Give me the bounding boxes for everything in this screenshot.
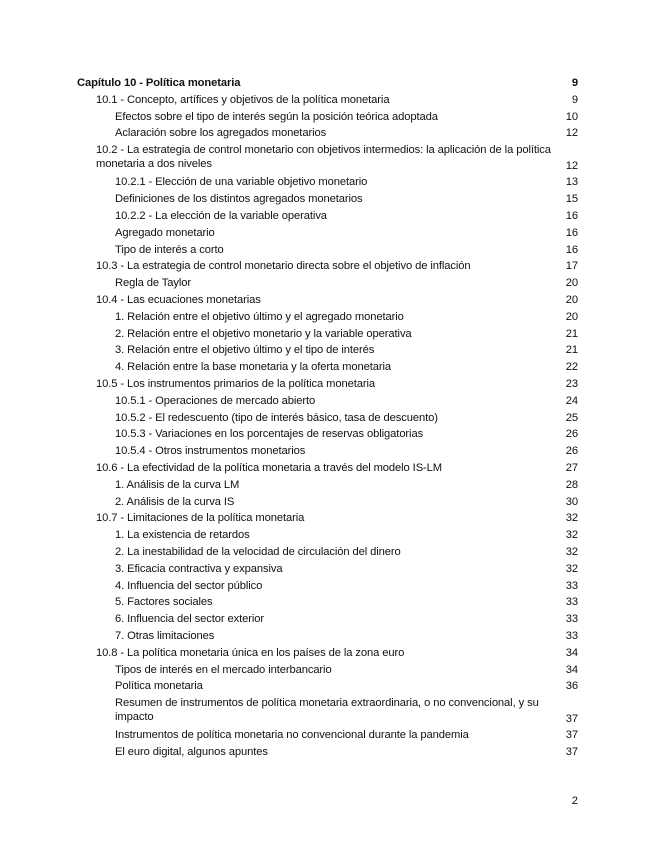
toc-entry-title: Tipo de interés a corto (115, 243, 224, 256)
toc-entry-title: 10.5 - Los instrumentos primarios de la política monetaria (96, 378, 375, 390)
toc-entry-page: 28 (565, 478, 578, 491)
toc-entry-page: 20 (565, 294, 578, 306)
toc-entry-page: 33 (565, 596, 578, 609)
toc-entry-title: 3. Eficacia contractiva y expansiva (115, 562, 283, 575)
toc-entry-title: Resumen de instrumentos de política monetaria extraordinaria, o no convencional, y su impacto (115, 697, 539, 724)
toc-entry-page: 21 (565, 327, 578, 340)
toc-entry-title: 5. Factores sociales (115, 596, 213, 609)
toc-entry-page: 37 (565, 712, 578, 725)
toc-entry-page: 33 (565, 613, 578, 626)
toc-entry-page: 34 (565, 663, 578, 676)
toc-entry-title: 2. La inestabilidad de la velocidad de circulación del dinero (115, 546, 401, 558)
toc-entry-page: 34 (565, 646, 578, 659)
toc-entry-page: 9 (571, 93, 578, 106)
toc-entry-title: Política monetaria (115, 680, 203, 693)
toc-entry-page: 13 (565, 176, 578, 189)
toc-entry-title: Aclaración sobre los agregados monetarios (115, 127, 327, 140)
toc-entry-title: Tipos de interés en el mercado interbancario (115, 663, 332, 676)
toc-entry-page: 12 (565, 127, 578, 140)
toc-entry-title: 6. Influencia del sector exterior (115, 613, 265, 626)
toc-entry-page: 10 (565, 110, 578, 123)
toc-entry-title: 10.7 - Limitaciones de la política monetaria (96, 512, 305, 525)
toc-entry-title: 1. Relación entre el objetivo último y el agregado monetario (115, 310, 404, 323)
toc-entry-page: 32 (565, 562, 578, 575)
toc-entry-page: 20 (565, 277, 578, 290)
toc-entry-title: 10.1 - Concepto, artífices y objetivos de la política monetaria (96, 93, 390, 106)
toc-entry-title: 10.3 - La estrategia de control monetario directa sobre el objetivo de inflación (96, 260, 471, 273)
toc-entry-title: 10.5.2 - El redescuento (tipo de interés básico, tasa de descuento) (115, 411, 438, 424)
page-number: 2 (571, 795, 578, 807)
toc-entry-title: El euro digital, algunos apuntes (115, 746, 268, 759)
toc-entry-page: 22 (565, 361, 578, 374)
toc-entry-page: 16 (565, 243, 578, 256)
toc-entry-page: 33 (565, 630, 578, 642)
toc-entry-title: 4. Influencia del sector público (115, 579, 263, 592)
toc-entry-page: 32 (565, 512, 578, 525)
toc-entry-page: 37 (565, 729, 578, 742)
toc-entry-title: 4. Relación entre la base monetaria y la oferta monetaria (115, 361, 392, 374)
toc-entry-title: 10.5.4 - Otros instrumentos monetarios (115, 445, 306, 458)
toc-entry-page: 30 (565, 495, 578, 508)
toc-entry-page: 16 (565, 226, 578, 239)
toc-entry-title: Capítulo 10 - Política monetaria (77, 77, 241, 89)
toc-entry-page: 26 (565, 445, 578, 458)
toc-entry-page: 21 (565, 344, 578, 357)
toc-entry-page: 23 (565, 378, 578, 390)
toc-entry-title: 2. Relación entre el objetivo monetario y la variable operativa (115, 327, 412, 340)
toc-entry-page: 37 (565, 746, 578, 759)
toc-entry-title: 10.2.1 - Elección de una variable objetivo monetario (115, 176, 368, 189)
toc-entry-title: Agregado monetario (115, 226, 215, 239)
toc-entry-title: 2. Análisis de la curva IS (115, 495, 235, 508)
toc-entry-title: 10.4 - Las ecuaciones monetarias (96, 294, 261, 306)
toc-entry-title: Instrumentos de política monetaria no convencional durante la pandemia (115, 729, 469, 742)
toc-entry-title: 1. Análisis de la curva LM (115, 478, 240, 491)
toc-entry-page: 15 (565, 193, 578, 206)
toc-entry-title: Definiciones de los distintos agregados monetarios (115, 193, 363, 206)
toc-entry-page: 20 (565, 310, 578, 323)
toc-entry-title: 10.5.3 - Variaciones en los porcentajes de reservas obligatorias (115, 428, 424, 441)
toc-entry-page: 17 (565, 260, 578, 273)
toc-entry-title: 10.8 - La política monetaria única en los países de la zona euro (96, 646, 405, 659)
toc-entry-page: 33 (565, 579, 578, 592)
toc-entry-title: Efectos sobre el tipo de interés según la posición teórica adoptada (115, 110, 438, 123)
toc-entry-page: 24 (565, 394, 578, 407)
toc-entry-title: 7. Otras limitaciones (115, 630, 215, 642)
toc-entry-page: 36 (565, 680, 578, 693)
toc-entry-title: 1. La existencia de retardos (115, 529, 250, 542)
toc-entry-page: 25 (565, 411, 578, 424)
toc-entry-title: 3. Relación entre el objetivo último y el tipo de interés (115, 344, 375, 357)
toc-entry-title: Regla de Taylor (115, 277, 192, 290)
toc-entry-title: 10.6 - La efectividad de la política monetaria a través del modelo IS-LM (96, 462, 443, 474)
toc-entry-page: 12 (565, 159, 578, 172)
toc-entry-page: 9 (571, 77, 578, 89)
toc-entry-title: 10.2.2 - La elección de la variable operativa (115, 210, 327, 222)
toc-entry-title: 10.5.1 - Operaciones de mercado abierto (115, 394, 316, 407)
toc-entry-page: 26 (565, 428, 578, 441)
toc-entry-page: 27 (565, 462, 578, 474)
toc-entry-page: 32 (565, 529, 578, 542)
toc-entry-page: 32 (565, 546, 578, 558)
toc-entry-page: 16 (565, 210, 578, 222)
toc-entry-title: 10.2 - La estrategia de control monetario con objetivos intermedios: la aplicación de la política monetaria a dos niveles (96, 144, 551, 171)
